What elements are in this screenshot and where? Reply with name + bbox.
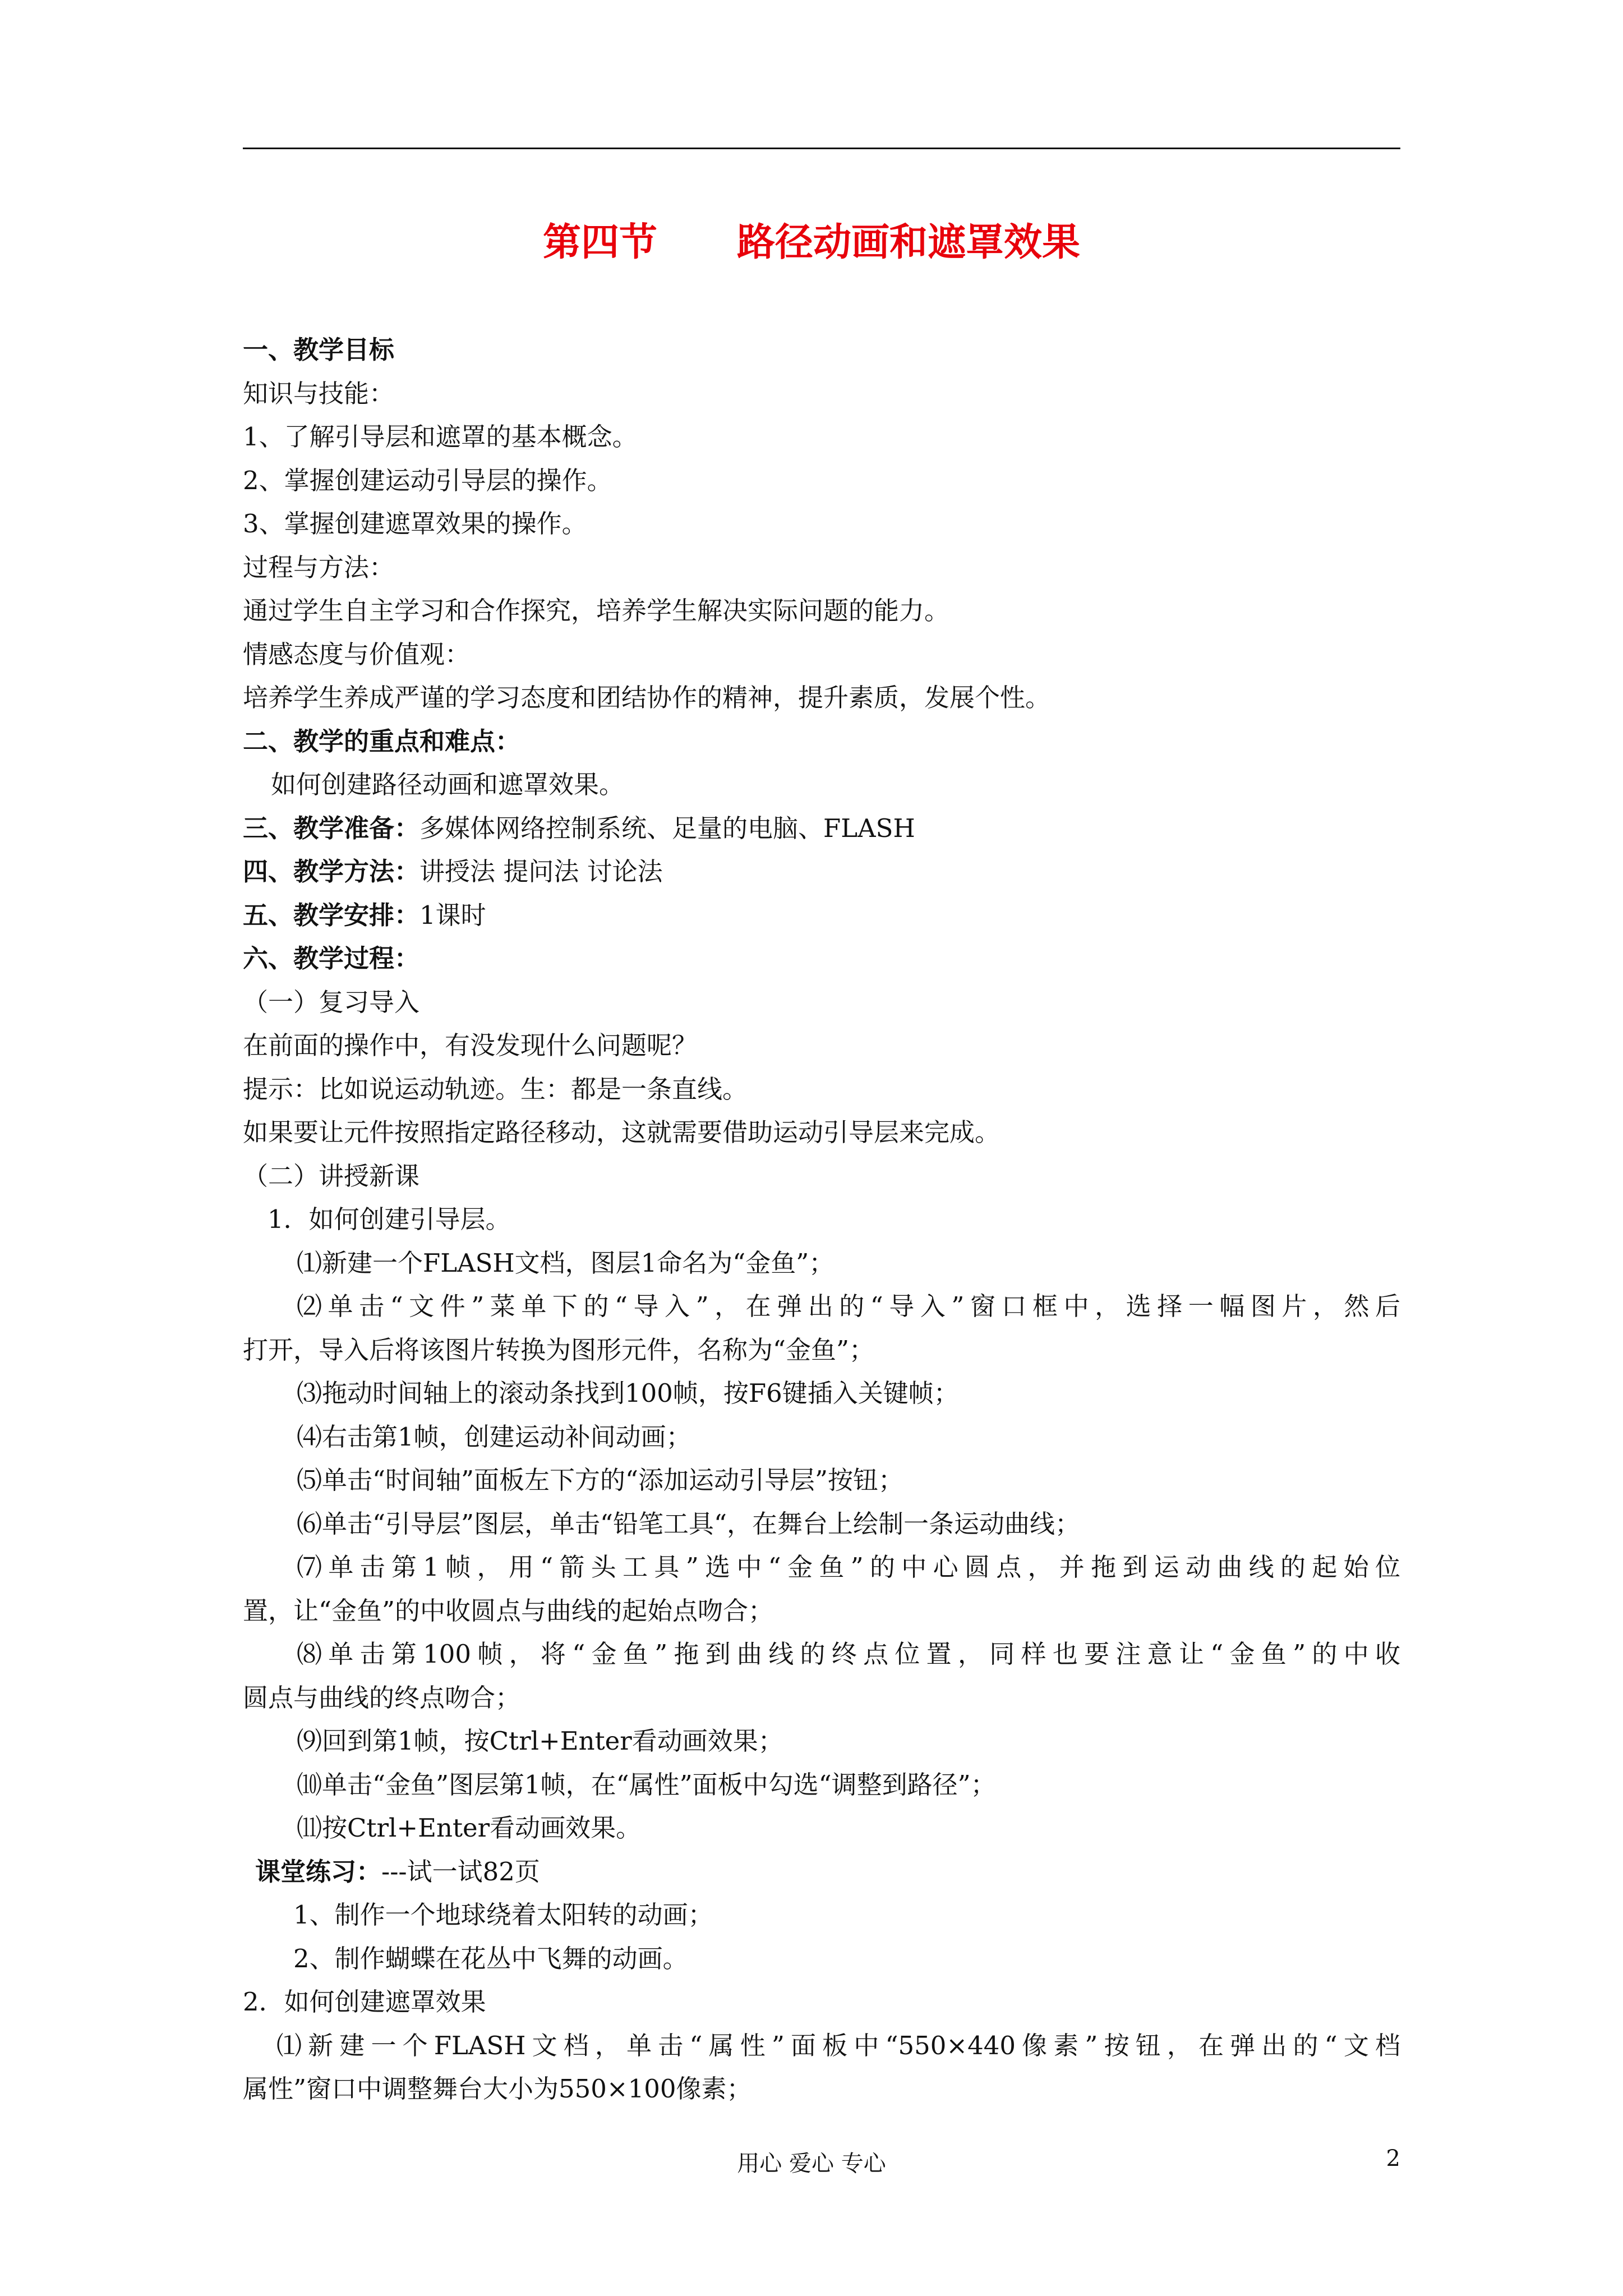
paragraph: 情感态度与价值观： — [243, 639, 471, 669]
paragraph: 3、掌握创建遮罩效果的操作。 — [243, 509, 587, 539]
paragraph: 通过学生自主学习和合作探究，培养学生解决实际问题的能力。 — [243, 596, 950, 625]
document-body — [243, 328, 1400, 2111]
paragraph: 如何创建路径动画和遮罩效果。 — [271, 770, 625, 799]
part-heading: 2．如何创建遮罩效果 — [243, 1987, 486, 2017]
section-value: 1课时 — [419, 900, 486, 930]
subsection-heading: （一）复习导入 — [243, 987, 420, 1017]
practice-label: 课堂练习： — [255, 1856, 382, 1887]
section-value: 多媒体网络控制系统、足量的电脑、FLASH — [419, 813, 915, 843]
labeled-line — [243, 1850, 1400, 1894]
step-continued: 置，让“金鱼”的中收圆点与曲线的起始点吻合； — [243, 1595, 774, 1626]
page-number: 2 — [1386, 2146, 1400, 2171]
step-continued: 打开，导入后将该图片转换为图形元件，名称为“金鱼”； — [243, 1335, 875, 1365]
paragraph: 2、掌握创建运动引导层的操作。 — [243, 465, 612, 495]
paragraph: 如果要让元件按照指定路径移动，这就需要借助运动引导层来完成。 — [243, 1117, 1000, 1147]
section-heading: 六、教学过程： — [243, 944, 420, 973]
step: ⑽单击“金鱼”图层第1帧，在“属性”面板中勾选“调整到路径”； — [297, 1769, 996, 1800]
paragraph: 过程与方法： — [243, 552, 395, 582]
step: ⑷右击第1帧，创建运动补间动画； — [297, 1421, 691, 1452]
step: ⑺单击第1帧，用“箭头工具”选中“金鱼”的中心圆点，并拖到运动曲线的起始位 — [297, 1552, 1400, 1582]
part-heading: 1．如何创建引导层。 — [268, 1204, 511, 1234]
step: ⑻单击第100帧，将“金鱼”拖到曲线的终点位置，同样也要注意让“金鱼”的中收 — [297, 1639, 1400, 1669]
paragraph: 知识与技能： — [243, 378, 395, 408]
step: ⑹单击“引导层”图层，单击“铅笔工具“，在舞台上绘制一条运动曲线； — [297, 1508, 1081, 1539]
labeled-line — [243, 894, 1400, 937]
section-label: 四、教学方法： — [243, 857, 420, 886]
section-value: 讲授法 提问法 讨论法 — [419, 857, 663, 886]
practice-value: ---试一试82页 — [381, 1856, 540, 1887]
exercise: 1、制作一个地球绕着太阳转的动画； — [293, 1900, 713, 1930]
header-rule — [243, 148, 1400, 149]
labeled-line — [243, 807, 1400, 850]
footer-motto: 用心 爱心 专心 — [737, 2151, 886, 2177]
step: ⑼回到第1帧，按Ctrl+Enter看动画效果； — [297, 1726, 783, 1756]
step: ⑾按Ctrl+Enter看动画效果。 — [297, 1813, 642, 1843]
step: ⑵单击“文件”菜单下的“导入”，在弹出的“导入”窗口框中，选择一幅图片，然后 — [297, 1291, 1400, 1321]
paragraph: 1、了解引导层和遮罩的基本概念。 — [243, 422, 638, 452]
labeled-line — [243, 850, 1400, 894]
exercise: 2、制作蝴蝶在花丛中飞舞的动画。 — [293, 1943, 688, 1973]
step-continued: 圆点与曲线的终点吻合； — [243, 1682, 521, 1713]
step: ⑸单击“时间轴”面板左下方的“添加运动引导层”按钮； — [297, 1465, 904, 1495]
section-label: 五、教学安排： — [243, 900, 420, 930]
page-title: 第四节 路径动画和遮罩效果 — [542, 220, 1081, 265]
section-label: 三、教学准备： — [243, 813, 420, 843]
step: ⑴新建一个FLASH文档，单击“属性”面板中“550×440像素”按钮，在弹出的“文档 — [276, 2030, 1400, 2060]
section-heading: 一、教学目标 — [243, 335, 395, 365]
section-heading: 二、教学的重点和难点： — [243, 726, 521, 756]
step: ⑶拖动时间轴上的滚动条找到100帧，按F6键插入关键帧； — [297, 1378, 959, 1408]
paragraph: 提示：比如说运动轨迹。生：都是一条直线。 — [243, 1074, 748, 1104]
subsection-heading: （二）讲授新课 — [243, 1161, 420, 1191]
step-continued: 属性”窗口中调整舞台大小为550×100像素； — [243, 2074, 752, 2104]
step: ⑴新建一个FLASH文档，图层1命名为“金鱼”； — [297, 1248, 834, 1278]
paragraph: 培养学生养成严谨的学习态度和团结协作的精神，提升素质，发展个性。 — [243, 683, 1051, 712]
paragraph: 在前面的操作中，有没发现什么问题呢？ — [243, 1030, 698, 1060]
